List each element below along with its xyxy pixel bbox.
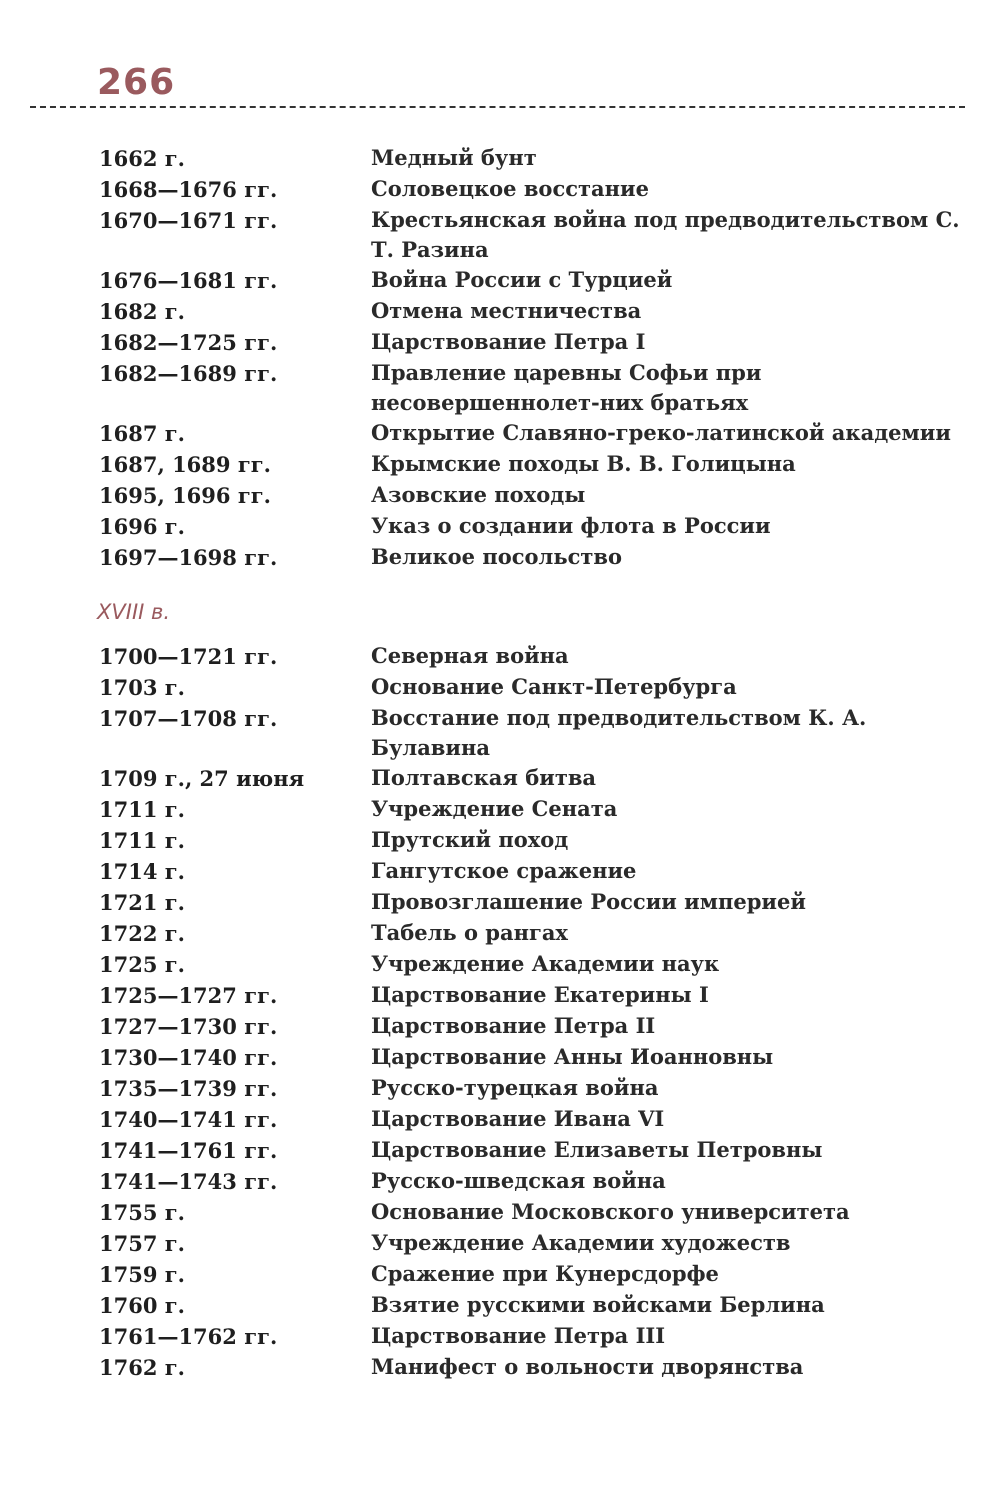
timeline-date: 1725—1727 гг. xyxy=(99,983,278,1008)
timeline-date: 1711 г. xyxy=(99,797,185,822)
timeline-event: Царствование Петра I xyxy=(371,329,646,354)
timeline-event: Царствование Анны Иоанновны xyxy=(371,1044,774,1069)
timeline-row xyxy=(99,174,979,205)
timeline-event: Учреждение Академии наук xyxy=(371,951,720,976)
timeline-17th-century xyxy=(99,143,979,573)
timeline-row xyxy=(99,1135,979,1166)
timeline-row xyxy=(99,1011,979,1042)
timeline-date: 1707—1708 гг. xyxy=(99,706,278,731)
timeline-row xyxy=(99,887,979,918)
timeline-date: 1682—1725 гг. xyxy=(99,330,278,355)
timeline-date: 1730—1740 гг. xyxy=(99,1045,278,1070)
timeline-date: 1676—1681 гг. xyxy=(99,268,278,293)
timeline-row xyxy=(99,1104,979,1135)
timeline-date: 1741—1743 гг. xyxy=(99,1169,278,1194)
timeline-date: 1740—1741 гг. xyxy=(99,1107,278,1132)
timeline-date: 1757 г. xyxy=(99,1231,185,1256)
timeline-row xyxy=(99,1352,979,1383)
timeline-date: 1697—1698 гг. xyxy=(99,545,278,570)
timeline-date: 1714 г. xyxy=(99,859,185,884)
timeline-event: Царствование Екатерины I xyxy=(371,982,709,1007)
timeline-row xyxy=(99,1166,979,1197)
timeline-event: Русско-шведская война xyxy=(371,1168,666,1193)
timeline-event: Полтавская битва xyxy=(371,765,597,790)
timeline-event: Крестьянская война под предводительством С. Т. Разина xyxy=(371,207,960,262)
timeline-row xyxy=(99,949,979,980)
timeline-event: Взятие русскими войсками Берлина xyxy=(371,1292,825,1317)
timeline-date: 1662 г. xyxy=(99,146,185,171)
timeline-date: 1761—1762 гг. xyxy=(99,1324,278,1349)
timeline-event: Соловецкое восстание xyxy=(371,176,649,201)
timeline-event: Азовские походы xyxy=(371,482,586,507)
timeline-row xyxy=(99,296,979,327)
timeline-date: 1687 г. xyxy=(99,421,185,446)
timeline-event: Царствование Елизаветы Петровны xyxy=(371,1137,823,1162)
timeline-date: 1682—1689 гг. xyxy=(99,361,278,386)
timeline-event: Крымские походы В. В. Голицына xyxy=(371,451,796,476)
page-number: 266 xyxy=(97,62,176,103)
timeline-event: Учреждение Академии художеств xyxy=(371,1230,791,1255)
timeline-row xyxy=(99,1197,979,1228)
timeline-event: Провозглашение России империей xyxy=(371,889,806,914)
timeline-date: 1700—1721 гг. xyxy=(99,644,278,669)
timeline-event: Царствование Петра II xyxy=(371,1013,656,1038)
timeline-event: Царствование Ивана VI xyxy=(371,1106,665,1131)
timeline-date: 1721 г. xyxy=(99,890,185,915)
timeline-row xyxy=(99,703,979,763)
timeline-event: Отмена местничества xyxy=(371,298,642,323)
timeline-row xyxy=(99,794,979,825)
timeline-event: Гангутское сражение xyxy=(371,858,637,883)
timeline-date: 1682 г. xyxy=(99,299,185,324)
timeline-event: Русско-турецкая война xyxy=(371,1075,659,1100)
timeline-event: Правление царевны Софьи при несовершеннолет-них братьях xyxy=(371,360,762,415)
timeline-row xyxy=(99,205,979,265)
timeline-date: 1755 г. xyxy=(99,1200,185,1225)
timeline-event: Война России с Турцией xyxy=(371,267,673,292)
timeline-event: Указ о создании флота в России xyxy=(371,513,771,538)
timeline-row xyxy=(99,1228,979,1259)
timeline-date: 1735—1739 гг. xyxy=(99,1076,278,1101)
timeline-row xyxy=(99,1290,979,1321)
timeline-date: 1725 г. xyxy=(99,952,185,977)
timeline-event: Сражение при Кунерсдорфе xyxy=(371,1261,719,1286)
timeline-event: Открытие Славяно-греко-латинской академии xyxy=(371,420,951,445)
timeline-date: 1709 г., 27 июня xyxy=(99,766,305,791)
timeline-date: 1722 г. xyxy=(99,921,185,946)
timeline-event: Северная война xyxy=(371,643,569,668)
timeline-row xyxy=(99,511,979,542)
timeline-row xyxy=(99,856,979,887)
timeline-row xyxy=(99,143,979,174)
timeline-row xyxy=(99,1073,979,1104)
timeline-event: Прутский поход xyxy=(371,827,569,852)
timeline-event: Восстание под предводительством К. А. Булавина xyxy=(371,705,867,760)
timeline-event: Табель о рангах xyxy=(371,920,568,945)
timeline-row xyxy=(99,418,979,449)
dashed-divider xyxy=(30,106,965,108)
timeline-row xyxy=(99,763,979,794)
timeline-event: Великое посольство xyxy=(371,544,622,569)
timeline-date: 1759 г. xyxy=(99,1262,185,1287)
timeline-date: 1696 г. xyxy=(99,514,185,539)
timeline-row xyxy=(99,672,979,703)
timeline-row xyxy=(99,641,979,672)
timeline-row xyxy=(99,327,979,358)
timeline-row xyxy=(99,480,979,511)
timeline-row xyxy=(99,918,979,949)
timeline-date: 1695, 1696 гг. xyxy=(99,483,271,508)
timeline-date: 1668—1676 гг. xyxy=(99,177,278,202)
timeline-row xyxy=(99,980,979,1011)
timeline-row xyxy=(99,1259,979,1290)
timeline-date: 1687, 1689 гг. xyxy=(99,452,271,477)
timeline-row xyxy=(99,449,979,480)
timeline-date: 1760 г. xyxy=(99,1293,185,1318)
timeline-row xyxy=(99,1321,979,1352)
timeline-event: Основание Московского университета xyxy=(371,1199,850,1224)
timeline-event: Учреждение Сената xyxy=(371,796,618,821)
century-heading: XVIII в. xyxy=(97,600,171,624)
timeline-row xyxy=(99,542,979,573)
timeline-row xyxy=(99,358,979,418)
timeline-row xyxy=(99,1042,979,1073)
timeline-date: 1727—1730 гг. xyxy=(99,1014,278,1039)
timeline-event: Царствование Петра III xyxy=(371,1323,666,1348)
timeline-date: 1670—1671 гг. xyxy=(99,208,278,233)
timeline-event: Медный бунт xyxy=(371,145,537,170)
timeline-date: 1762 г. xyxy=(99,1355,185,1380)
timeline-row xyxy=(99,825,979,856)
timeline-date: 1741—1761 гг. xyxy=(99,1138,278,1163)
timeline-date: 1711 г. xyxy=(99,828,185,853)
timeline-18th-century xyxy=(99,641,979,1383)
timeline-event: Манифест о вольности дворянства xyxy=(371,1354,804,1379)
timeline-event: Основание Санкт-Петербурга xyxy=(371,674,737,699)
timeline-row xyxy=(99,265,979,296)
timeline-date: 1703 г. xyxy=(99,675,185,700)
